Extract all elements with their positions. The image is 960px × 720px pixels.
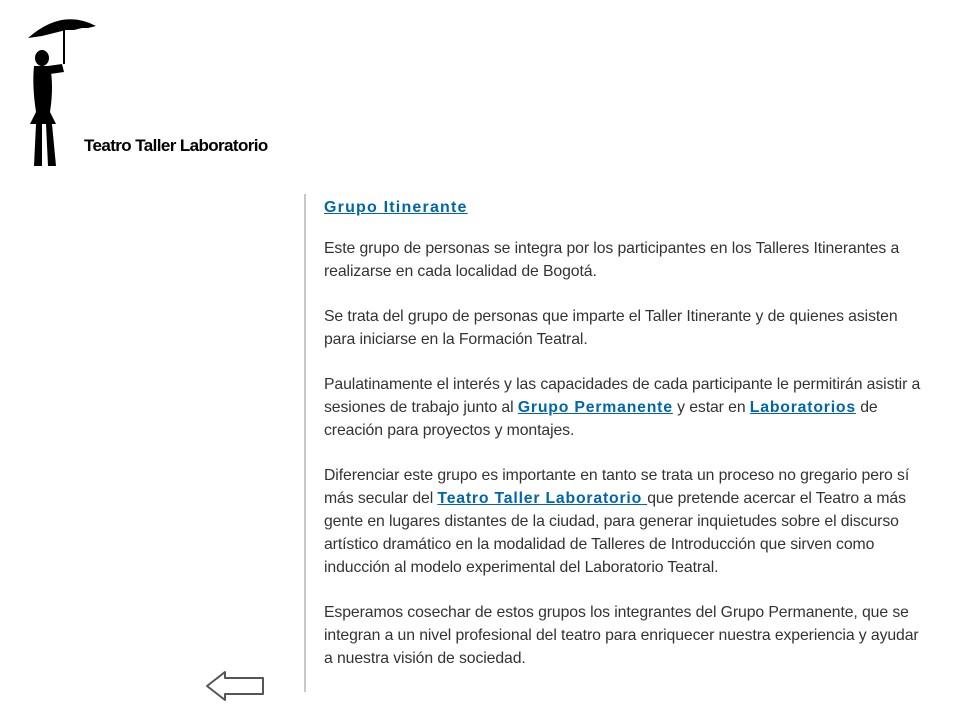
paragraph-4 xyxy=(324,464,924,579)
paragraph-5: Esperamos cosechar de estos grupos los integrantes del Grupo Permanente, que se integran a un nivel profesional del teatro para enriquecer nuestra experiencia y ayudar a nuestra visión de sociedad. xyxy=(324,604,919,667)
paragraph-4-text-a: Diferenciar este grupo es importante en tanto se trata un proceso no gregario pero sí más secular del xyxy=(324,467,910,507)
logo-text: Teatro Taller Laboratorio xyxy=(84,136,268,155)
laboratorios-link[interactable]: Laboratorios xyxy=(749,399,856,416)
paragraph-3-text-a: Paulatinamente el interés y las capacidades de cada participante le permitirán asistir a sesiones de trabajo junto al xyxy=(324,376,921,416)
paragraph-1: Este grupo de personas se integra por los participantes en los Talleres Itinerantes a realizarse en cada localidad de Bogotá. xyxy=(324,240,900,280)
grupo-permanente-link[interactable]: Grupo Permanente xyxy=(517,399,673,416)
paragraph-3-text-b: y estar en xyxy=(672,399,750,416)
page-title-link[interactable]: Grupo Itinerante xyxy=(324,199,468,216)
paragraph-3 xyxy=(324,373,924,442)
main-content xyxy=(324,199,924,692)
teatro-taller-laboratorio-link[interactable]: Teatro Taller Laboratorio xyxy=(437,490,648,507)
logo xyxy=(22,16,272,176)
paragraph-2: Se trata del grupo de personas que imparte el Taller Itinerante y de quienes asisten para iniciarse en la Formación Teatral. xyxy=(324,308,898,348)
paragraph-4-text-b: que pretende acercar el Teatro a más gente en lugares distantes de la ciudad, para generar inquietudes sobre el discurso artístico dramático en la modalidad de Talleres de Introducción que sirven como inducción al modelo experimental del Laboratorio Teatral. xyxy=(324,490,906,576)
back-button[interactable] xyxy=(205,668,265,704)
vertical-divider xyxy=(304,194,306,692)
paragraph-3-text-c: de creación para proyectos y montajes. xyxy=(324,399,878,439)
back-arrow-icon xyxy=(205,668,265,704)
